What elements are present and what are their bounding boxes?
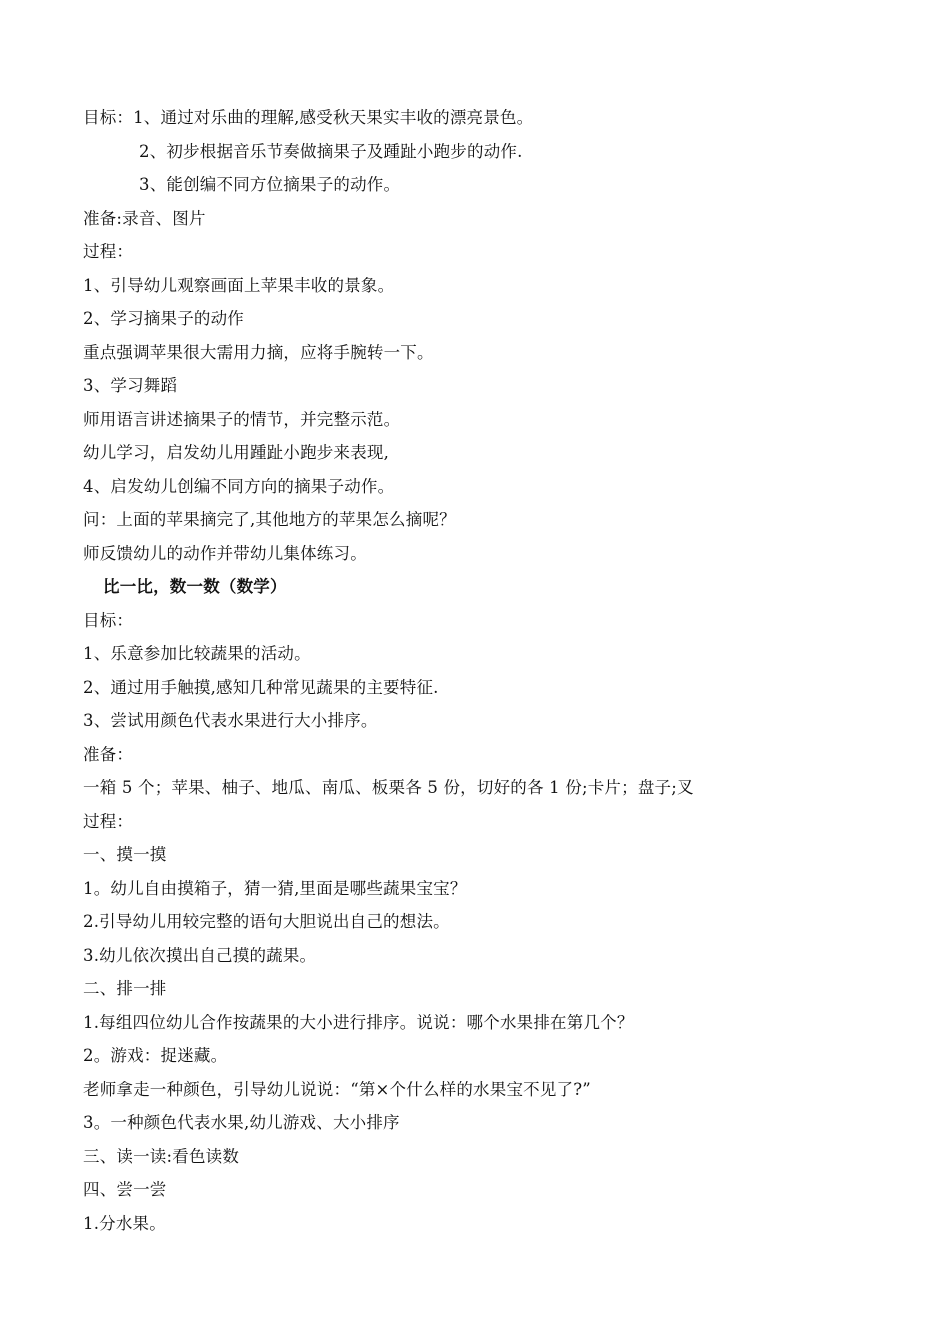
goal-line-2: 2、初步根据音乐节奏做摘果子及踵趾小跑步的动作. — [139, 141, 523, 161]
process-note-2: 师用语言讲述摘果子的情节，并完整示范。 — [83, 409, 401, 429]
part-one-step-2: 2.引导幼儿用较完整的语句大胆说出自己的想法。 — [83, 912, 450, 931]
document-body — [83, 101, 883, 1240]
process-note-1: 重点强调苹果很大需用力摘，应将手腕转一下。 — [83, 342, 434, 362]
part-one-step-1: 1。幼儿自由摸箱子，猜一猜,里面是哪些蔬果宝宝？ — [83, 878, 467, 898]
math-goal-2: 2、通过用手触摸,感知几种常见蔬果的主要特征. — [83, 677, 439, 697]
part-one-step-3: 3.幼儿依次摸出自己摸的蔬果。 — [83, 945, 317, 965]
process-step-1: 1、引导幼儿观察画面上苹果丰收的景象。 — [83, 275, 395, 295]
math-preparation-heading: 准备： — [83, 744, 134, 764]
math-preparation-items: 一箱 5 个；苹果、柚子、地瓜、南瓜、板栗各 5 份，切好的各 1 份;卡片；盘子;叉 — [83, 778, 694, 797]
math-goal-heading: 目标： — [83, 610, 134, 630]
process-step-3: 3、学习舞蹈 — [83, 376, 178, 395]
process-question: 问：上面的苹果摘完了,其他地方的苹果怎么摘呢？ — [83, 510, 456, 529]
part-two-step-3: 3。一种颜色代表水果,幼儿游戏、大小排序 — [83, 1113, 400, 1132]
math-goal-3: 3、尝试用颜色代表水果进行大小排序。 — [83, 711, 378, 730]
process-note-4: 师反馈幼儿的动作并带幼儿集体练习。 — [83, 543, 367, 563]
part-one-heading: 一、摸一摸 — [83, 845, 167, 864]
part-two-note: 老师拿走一种颜色，引导幼儿说说：“第×个什么样的水果宝不见了?” — [83, 1079, 591, 1099]
goal-line-1: 目标：1、通过对乐曲的理解,感受秋天果实丰收的漂亮景色。 — [83, 108, 534, 127]
part-two-heading: 二、排一排 — [83, 979, 167, 998]
math-goal-1: 1、乐意参加比较蔬果的活动。 — [83, 644, 311, 663]
goal-line-3: 3、能创编不同方位摘果子的动作。 — [139, 175, 401, 194]
part-two-step-2: 2。游戏：捉迷藏。 — [83, 1046, 228, 1065]
part-three-heading: 三、读一读:看色读数 — [83, 1146, 240, 1166]
part-two-step-1: 1.每组四位幼儿合作按蔬果的大小进行排序。说说：哪个水果排在第几个？ — [83, 1012, 634, 1032]
math-process-heading: 过程： — [83, 811, 134, 831]
process-note-3: 幼儿学习，启发幼儿用踵趾小跑步来表现, — [83, 443, 390, 462]
process-step-4: 4、启发幼儿创编不同方向的摘果子动作。 — [83, 476, 395, 496]
part-four-step-1: 1.分水果。 — [83, 1213, 166, 1233]
preparation-line: 准备:录音、图片 — [83, 208, 206, 228]
process-heading: 过程： — [83, 242, 134, 261]
part-four-heading: 四、尝一尝 — [83, 1180, 167, 1199]
section-title-math: 比一比，数一数（数学） — [103, 577, 287, 596]
process-step-2: 2、学习摘果子的动作 — [83, 309, 244, 328]
